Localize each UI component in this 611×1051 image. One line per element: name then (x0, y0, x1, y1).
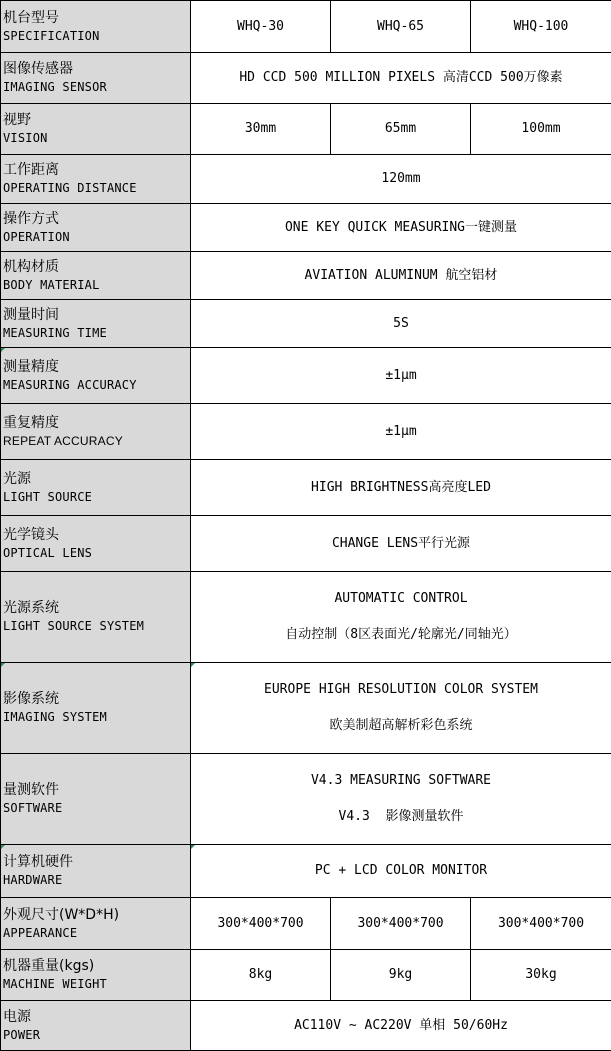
value-measuring-time: 5S (191, 300, 611, 348)
row-vision (1, 104, 611, 155)
value-vision-3: 100mm (471, 104, 611, 155)
row-imaging-sensor (1, 53, 611, 104)
label-repeat-accuracy (1, 404, 191, 460)
row-light-source (1, 460, 611, 516)
value-line-1: AUTOMATIC CONTROL (191, 590, 611, 608)
label-en: SPECIFICATION (3, 27, 190, 45)
row-machine-weight (1, 950, 611, 1001)
row-optical-lens (1, 516, 611, 572)
value-body-material: AVIATION ALUMINUM 航空铝材 (191, 252, 611, 300)
value-operation: ONE KEY QUICK MEASURING一键测量 (191, 204, 611, 252)
label-en: LIGHT SOURCE SYSTEM (3, 617, 190, 635)
row-power (1, 1001, 611, 1051)
label-operating-distance (1, 155, 191, 204)
value-optical-lens: CHANGE LENS平行光源 (191, 516, 611, 572)
value-imaging-sensor: HD CCD 500 MILLION PIXELS 高清CCD 500万像素 (191, 53, 611, 104)
row-operation (1, 204, 611, 252)
value-software (191, 754, 611, 845)
label-en: HARDWARE (3, 871, 190, 889)
label-en: SOFTWARE (3, 799, 190, 817)
label-zh: 机构材质 (3, 258, 190, 276)
label-zh: 量测软件 (3, 781, 190, 799)
label-en: IMAGING SENSOR (3, 78, 190, 96)
label-en: MEASURING ACCURACY (3, 376, 190, 394)
label-en: REPEAT ACCURACY (3, 432, 190, 450)
value-light-source-system (191, 572, 611, 663)
value-light-source: HIGH BRIGHTNESS高亮度LED (191, 460, 611, 516)
label-light-source-system (1, 572, 191, 663)
label-measuring-time (1, 300, 191, 348)
label-light-source (1, 460, 191, 516)
label-zh: 光源系统 (3, 599, 190, 617)
label-body-material (1, 252, 191, 300)
row-hardware (1, 845, 611, 898)
label-machine-weight (1, 950, 191, 1001)
label-specification (1, 1, 191, 53)
label-en: OPERATION (3, 228, 190, 246)
value-vision-2: 65mm (331, 104, 471, 155)
label-zh: 重复精度 (3, 414, 190, 432)
row-software (1, 754, 611, 845)
label-zh: 计算机硬件 (3, 853, 190, 871)
value-vision-1: 30mm (191, 104, 331, 155)
label-en: OPERATING DISTANCE (3, 179, 190, 197)
label-en: POWER (3, 1026, 190, 1044)
row-body-material (1, 252, 611, 300)
label-en: VISION (3, 129, 190, 147)
label-optical-lens (1, 516, 191, 572)
value-line-2: 欧美制超高解析彩色系统 (191, 717, 611, 735)
label-vision (1, 104, 191, 155)
label-en: LIGHT SOURCE (3, 488, 190, 506)
label-en: OPTICAL LENS (3, 544, 190, 562)
value-weight-1: 8kg (191, 950, 331, 1001)
value-appearance-3: 300*400*700 (471, 898, 611, 950)
label-zh: 影像系统 (3, 690, 190, 708)
row-repeat-accuracy (1, 404, 611, 460)
value-weight-2: 9kg (331, 950, 471, 1001)
value-operating-distance: 120mm (191, 155, 611, 204)
label-imaging-sensor (1, 53, 191, 104)
row-measuring-time (1, 300, 611, 348)
label-zh: 操作方式 (3, 210, 190, 228)
value-line-2: 自动控制（8区表面光/轮廓光/同轴光） (191, 626, 611, 644)
label-zh: 图像传感器 (3, 60, 190, 78)
label-zh: 视野 (3, 111, 190, 129)
value-line-2: V4.3 影像测量软件 (191, 808, 611, 826)
label-en: MEASURING TIME (3, 324, 190, 342)
value-model-3: WHQ-100 (471, 1, 611, 53)
label-power (1, 1001, 191, 1051)
value-appearance-1: 300*400*700 (191, 898, 331, 950)
label-zh: 光源 (3, 470, 190, 488)
label-en: BODY MATERIAL (3, 276, 190, 294)
label-software (1, 754, 191, 845)
label-en: IMAGING SYSTEM (3, 708, 190, 726)
label-zh: 机器重量(kgs) (3, 957, 190, 975)
label-appearance (1, 898, 191, 950)
row-specification (1, 1, 611, 53)
value-measuring-accuracy: ±1μm (191, 348, 611, 404)
value-imaging-system (191, 663, 611, 754)
value-hardware: PC + LCD COLOR MONITOR (191, 845, 611, 898)
row-light-source-system (1, 572, 611, 663)
label-hardware (1, 845, 191, 898)
row-appearance (1, 898, 611, 950)
value-line-1: V4.3 MEASURING SOFTWARE (191, 772, 611, 790)
value-power: AC110V ~ AC220V 单相 50/60Hz (191, 1001, 611, 1051)
label-zh: 机台型号 (3, 9, 190, 27)
label-imaging-system (1, 663, 191, 754)
row-operating-distance (1, 155, 611, 204)
label-en: MACHINE WEIGHT (3, 975, 190, 993)
label-zh: 光学镜头 (3, 526, 190, 544)
row-measuring-accuracy (1, 348, 611, 404)
value-line-1: EUROPE HIGH RESOLUTION COLOR SYSTEM (191, 681, 611, 699)
label-zh: 外观尺寸(W*D*H) (3, 906, 190, 924)
value-weight-3: 30kg (471, 950, 611, 1001)
label-zh: 测量时间 (3, 306, 190, 324)
label-zh: 测量精度 (3, 358, 190, 376)
value-model-2: WHQ-65 (331, 1, 471, 53)
label-en: APPEARANCE (3, 924, 190, 942)
label-measuring-accuracy (1, 348, 191, 404)
value-repeat-accuracy: ±1μm (191, 404, 611, 460)
value-model-1: WHQ-30 (191, 1, 331, 53)
label-zh: 工作距离 (3, 161, 190, 179)
label-operation (1, 204, 191, 252)
row-imaging-system (1, 663, 611, 754)
value-appearance-2: 300*400*700 (331, 898, 471, 950)
label-zh: 电源 (3, 1008, 190, 1026)
